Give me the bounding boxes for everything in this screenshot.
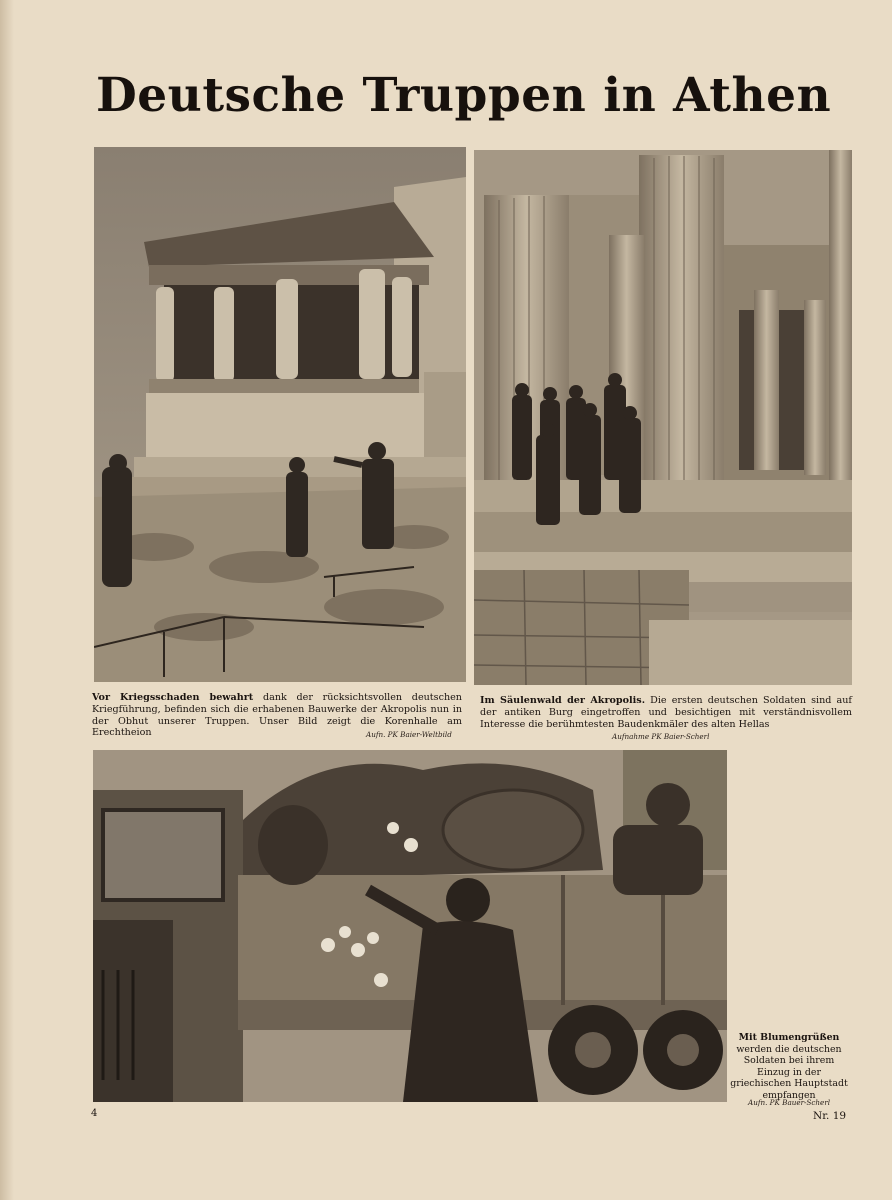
photo-propylaea-image xyxy=(474,150,852,685)
photo-truck-flowers-image xyxy=(93,750,727,1102)
caption-propylaea xyxy=(480,695,852,730)
caption-erechtheion-lead: Vor Kriegsschaden bewahrt xyxy=(92,692,254,703)
credit-erechtheion: Aufn. PK Baier-Weltbild xyxy=(366,730,452,739)
photo-erechtheion xyxy=(94,147,466,682)
page-edge xyxy=(0,0,14,1200)
credit-propylaea: Aufnahme PK Baier-Scherl xyxy=(612,732,710,741)
page-title: Deutsche Truppen in Athen xyxy=(96,68,832,123)
page-number: 4 xyxy=(91,1108,98,1119)
caption-erechtheion-body: dank der rücksichtsvollen deutschen Kriegführung, befinden sich die erhabenen Bauwerke der Akropolis nun in der Obhut unserer Truppen. Unser Bild zeigt die Korenhalle am Erechtheion xyxy=(92,692,462,739)
photo-truck-flowers xyxy=(93,750,727,1102)
caption-propylaea-lead: Im Säulenwald der Akropolis. xyxy=(480,695,646,706)
caption-truck-flowers-body: werden die deutschen Soldaten bei ihrem Einzug in der griechischen Hauptstadt empfangen xyxy=(730,1043,848,1101)
photo-propylaea xyxy=(474,150,852,685)
credit-truck-flowers: Aufn. PK Bauer-Scherl xyxy=(748,1098,831,1107)
issue-number: Nr. 19 xyxy=(813,1110,847,1122)
caption-truck-flowers-lead: Mit Blumengrüßen xyxy=(738,1032,840,1043)
photo-erechtheion-image xyxy=(94,147,466,682)
caption-truck-flowers xyxy=(727,1032,851,1102)
caption-propylaea-body: Die ersten deutschen Soldaten sind auf der antiken Burg eingetroffen und besichtigen mit verständnisvollem Interesse die berühmtesten Baudenkmäler des alten Hellas xyxy=(480,695,852,730)
